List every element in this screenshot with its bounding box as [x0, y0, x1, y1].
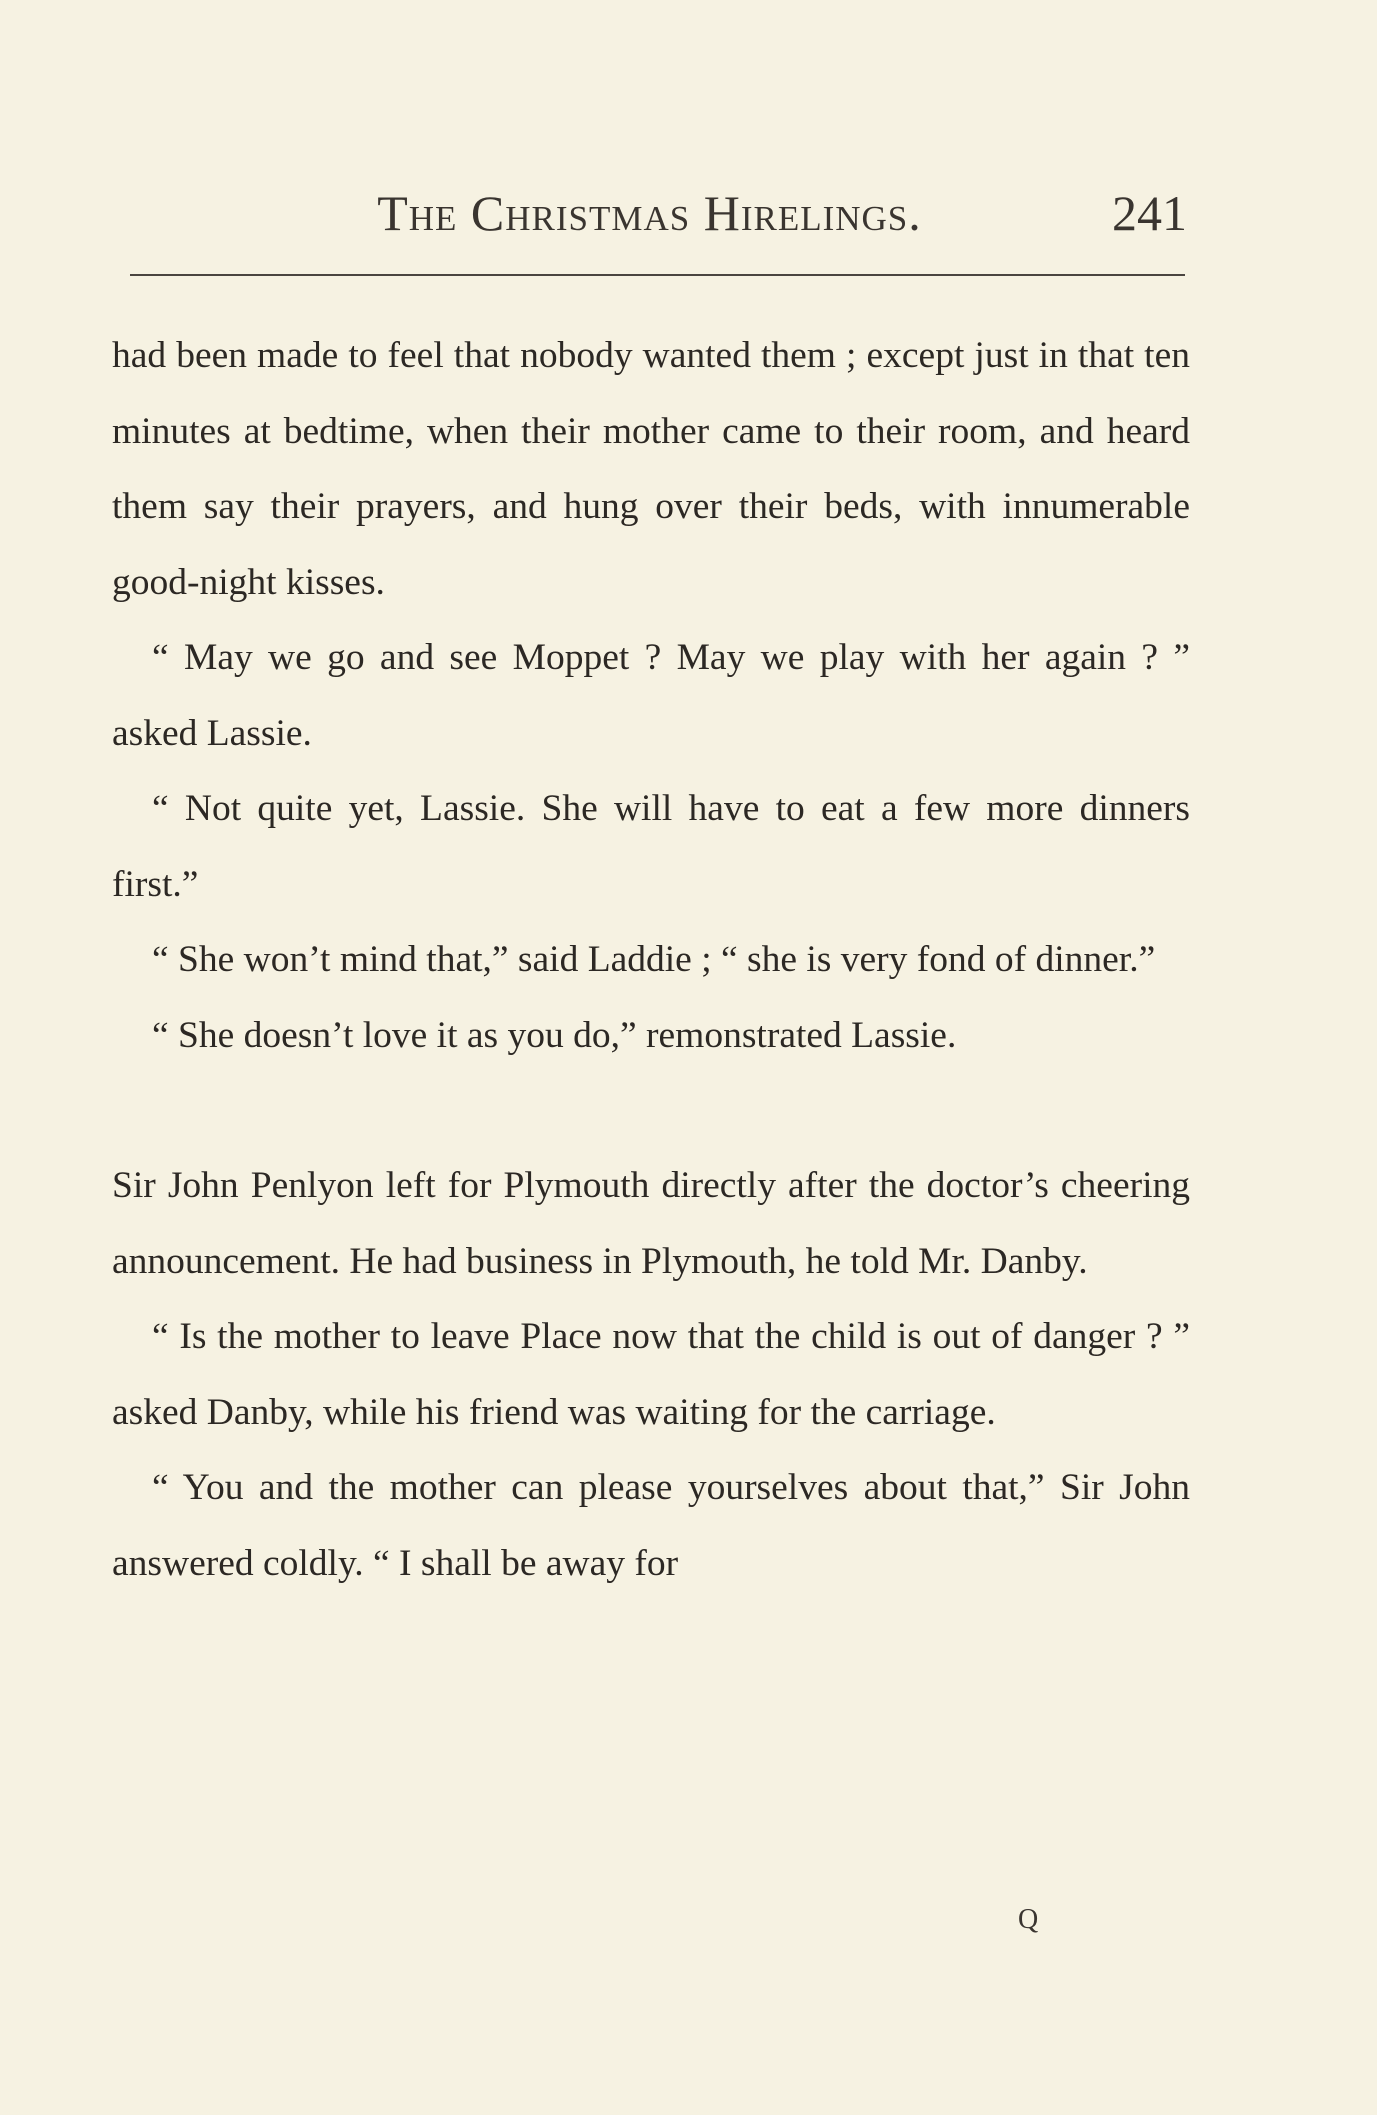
header-rule	[130, 274, 1185, 276]
paragraph-dialogue: “ Not quite yet, Lassie. She will have to eat a few more dinners first.”	[112, 788, 1190, 905]
paragraph-continued: had been made to feel that nobody wanted them ; except just in that ten minutes at bedtime, when their mother came to their room, and heard them say their prayers, and hung over their beds, with innumerable good-night kisses.	[112, 335, 1190, 603]
section-break	[112, 1073, 1190, 1148]
paragraph-dialogue: “ You and the mother can please yourselves about that,” Sir John answered coldly. “ I shall be away for	[112, 1467, 1190, 1584]
page-number: 241	[1112, 185, 1187, 241]
signature-mark: Q	[1018, 1904, 1039, 1935]
body-text	[112, 318, 1190, 1601]
running-head	[112, 185, 1187, 248]
paragraph-dialogue: “ Is the mother to leave Place now that the child is out of danger ? ” asked Danby, while his friend was waiting for the carriage.	[112, 1316, 1190, 1433]
paragraph-dialogue: “ She won’t mind that,” said Laddie ; “ she is very fond of dinner.”	[152, 939, 1156, 980]
paragraph-narrative: Sir John Penlyon left for Plymouth directly after the doctor’s cheering announcement. He had business in Plymouth, he told Mr. Danby.	[112, 1165, 1190, 1282]
running-title: The Christmas Hirelings.	[377, 185, 922, 241]
paragraph-dialogue: “ May we go and see Moppet ? May we play with her again ? ” asked Lassie.	[112, 637, 1190, 754]
paragraph-dialogue: “ She doesn’t love it as you do,” remonstrated Lassie.	[152, 1014, 957, 1056]
